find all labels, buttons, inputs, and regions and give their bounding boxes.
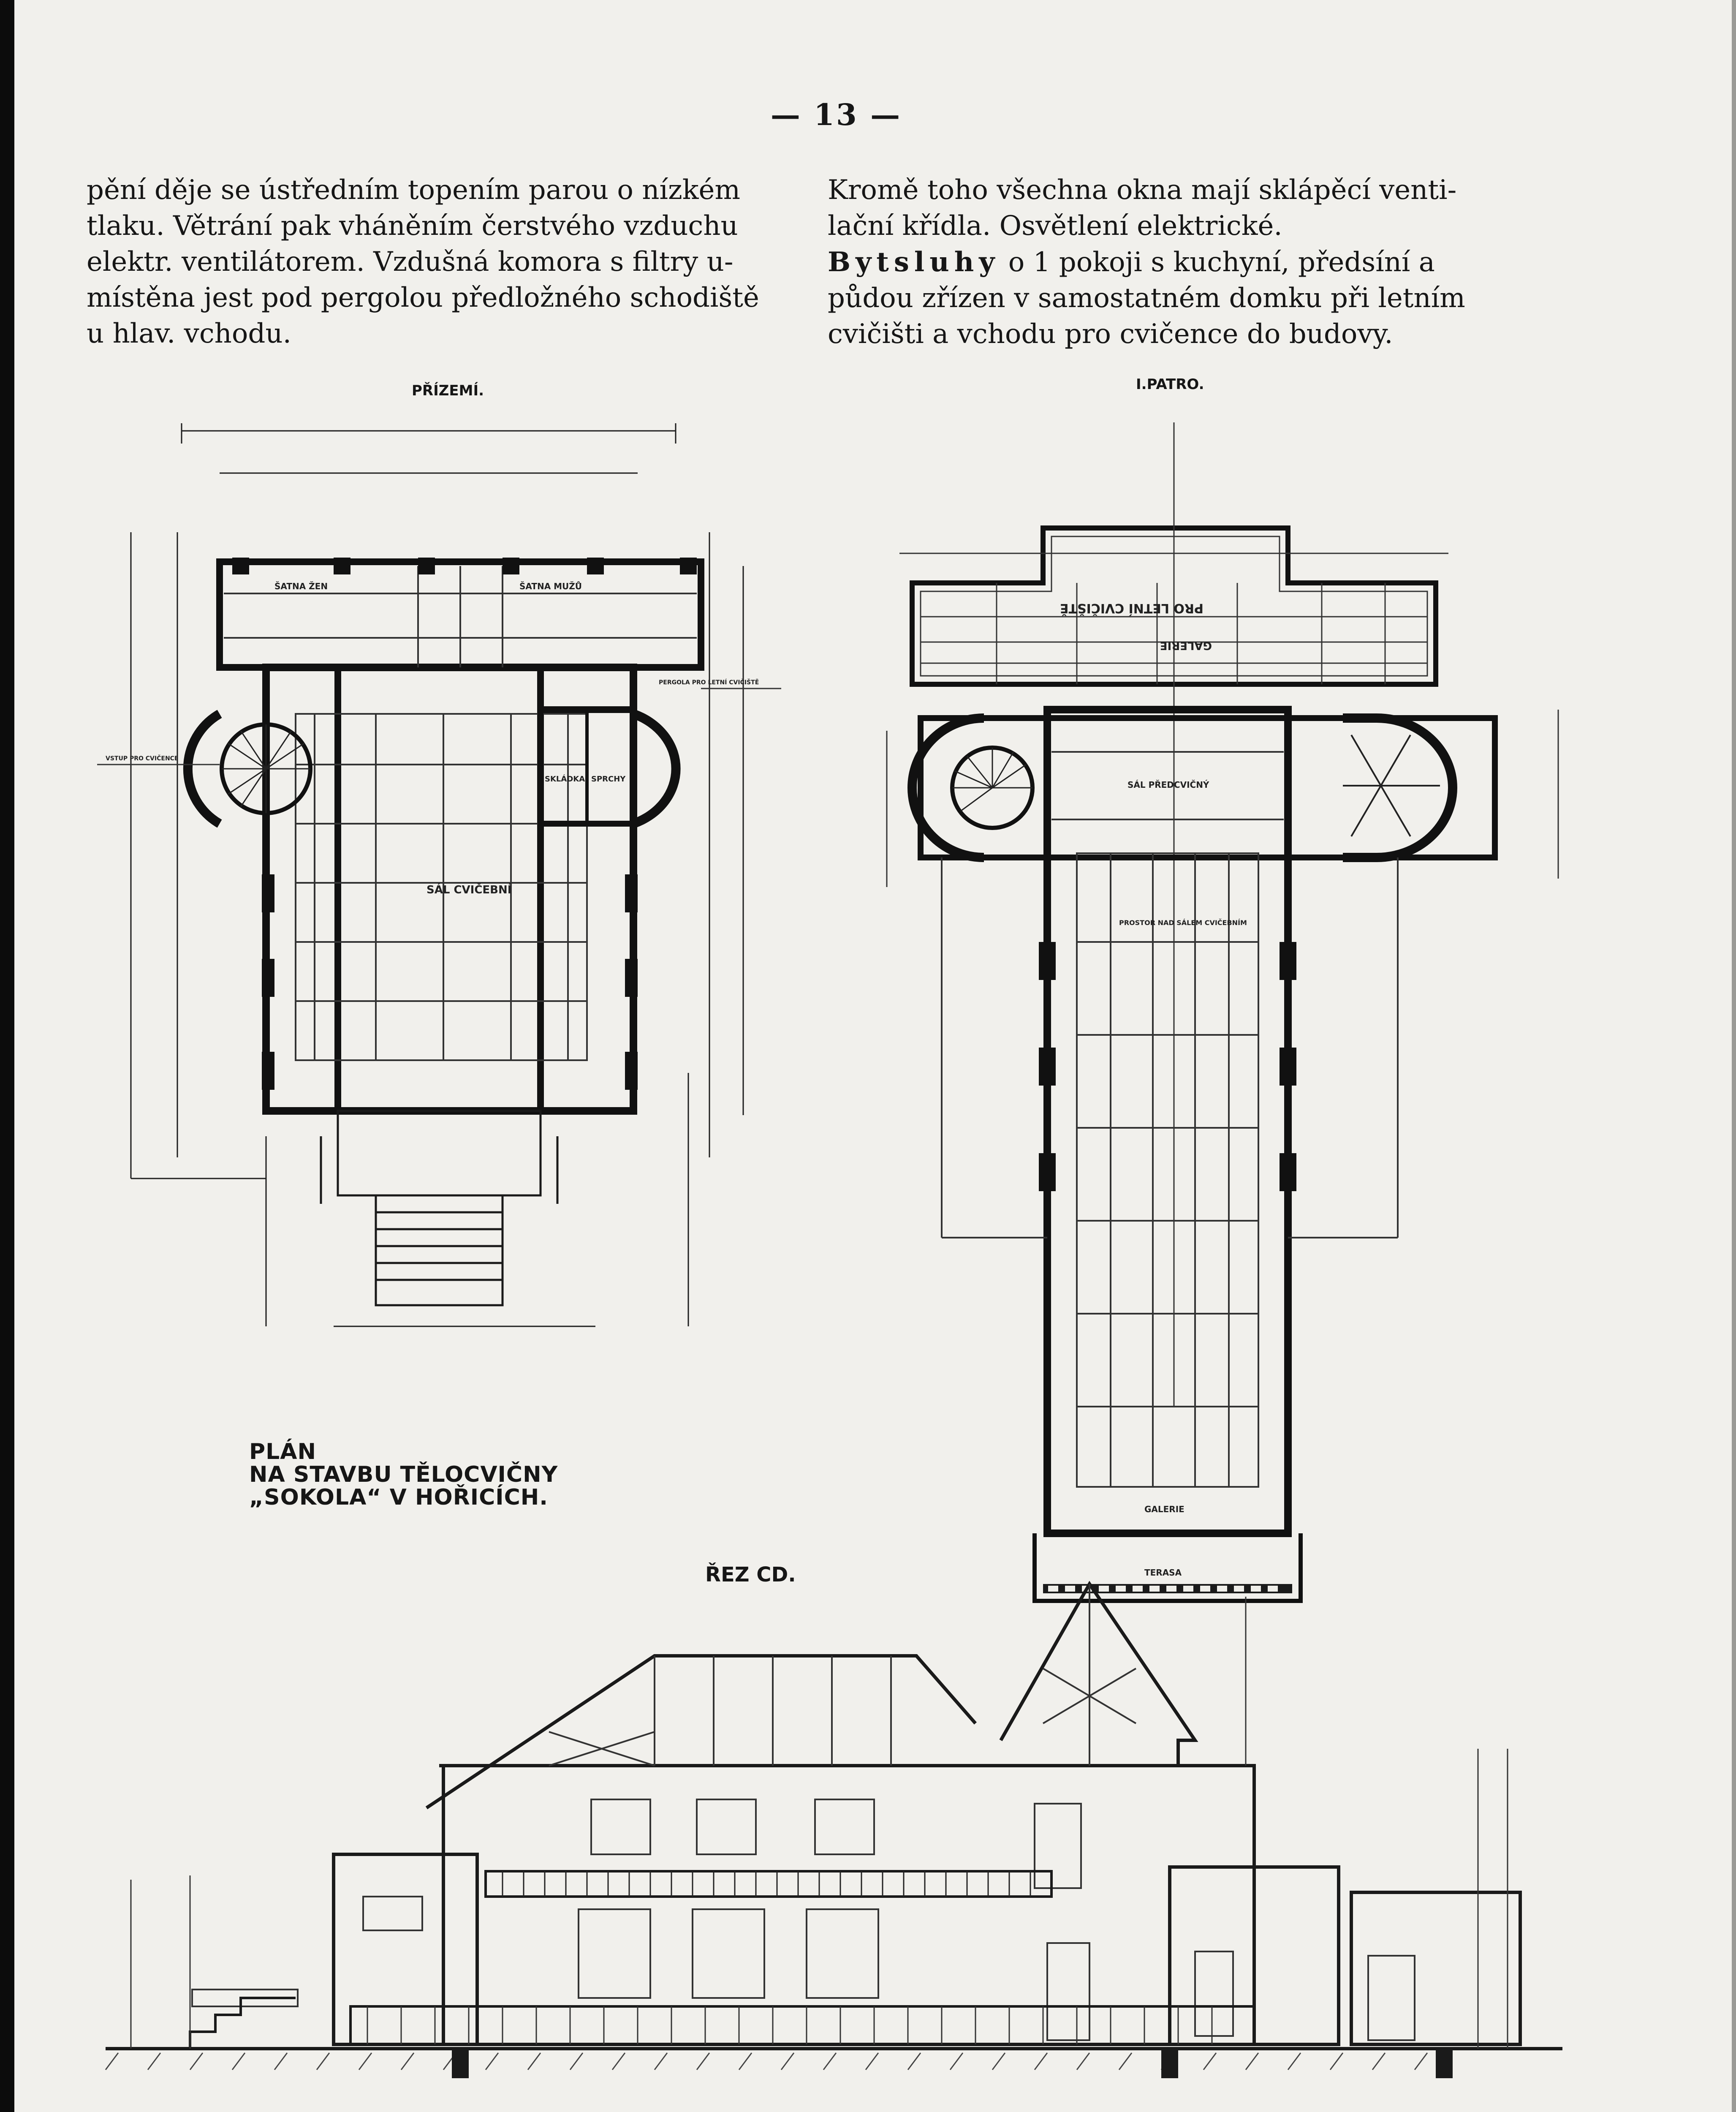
hall-label: SÁL CVIČEBNÍ (427, 884, 512, 896)
room-label: SPRCHY (591, 775, 626, 784)
terrace-label: PRO LETNÍ CVIČIŠTĚ (1060, 601, 1204, 615)
text-line: pění děje se ústředním topením parou o nízkém (87, 174, 741, 206)
gallery-label: GALERIE (1160, 639, 1212, 652)
terrace-label: TERASA (1144, 1568, 1182, 1578)
text-line: u hlav. vchodu. (87, 318, 291, 349)
text-line: Kromě toho všechna okna mají sklápěcí venti- (828, 174, 1457, 206)
page-number: — 13 — (770, 97, 902, 132)
first-floor-caption: I.PATRO. (1136, 376, 1204, 393)
room-label: SKLÁDKA (545, 775, 585, 784)
plan-title-line: „SOKOLA“ V HOŘICÍCH. (249, 1485, 549, 1510)
room-label: ŠATNA MUŽŮ (519, 581, 582, 591)
byt-sluhy-heading: Bytsluhy (828, 246, 1000, 278)
text-line: místěna jest pod pergolou předložného schodiště (87, 282, 759, 313)
section-drawing (106, 1563, 1626, 2112)
section-caption: ŘEZ CD. (705, 1563, 796, 1587)
text-line: půdou zřízen v samostatném domku při letním (828, 283, 1465, 314)
first-floor-plan (857, 414, 1575, 1578)
ground-floor-plan (97, 418, 781, 1347)
plan-title (249, 1440, 558, 1509)
ground-floor-caption: PŘÍZEMÍ. (412, 382, 484, 399)
text-line: lační křídla. Osvětlení elektrické. (828, 210, 1282, 242)
text-span: o 1 pokoji s kuchyní, předsíní a (1000, 247, 1435, 278)
text-line: tlaku. Větrání pak vháněním čerstvého vzduchu (87, 210, 738, 242)
air-space-label: PROSTOR NAD SÁLEM CVIČEBNÍM (1119, 919, 1247, 927)
text-line (828, 244, 1537, 280)
plan-title-line: NA STAVBU TĚLOCVIČNY (249, 1462, 558, 1487)
text-line: elektr. ventilátorem. Vzdušná komora s filtry u- (87, 246, 734, 278)
note-label: PERGOLA PRO LETNÍ CVIČIŠTĚ (659, 679, 759, 686)
text-line: cvičišti a vchodu pro cvičence do budovy. (828, 318, 1393, 350)
plan-title-line: PLÁN (249, 1439, 317, 1464)
room-label: ŠATNA ŽEN (274, 581, 328, 591)
gallery-label: GALERIE (1144, 1504, 1185, 1514)
text-column-right (828, 172, 1537, 352)
note-label: VSTUP PRO CVIČENCE (106, 755, 179, 762)
text-column-left (87, 172, 779, 352)
hall-label: SÁL PŘEDCVIČNÝ (1127, 780, 1209, 790)
